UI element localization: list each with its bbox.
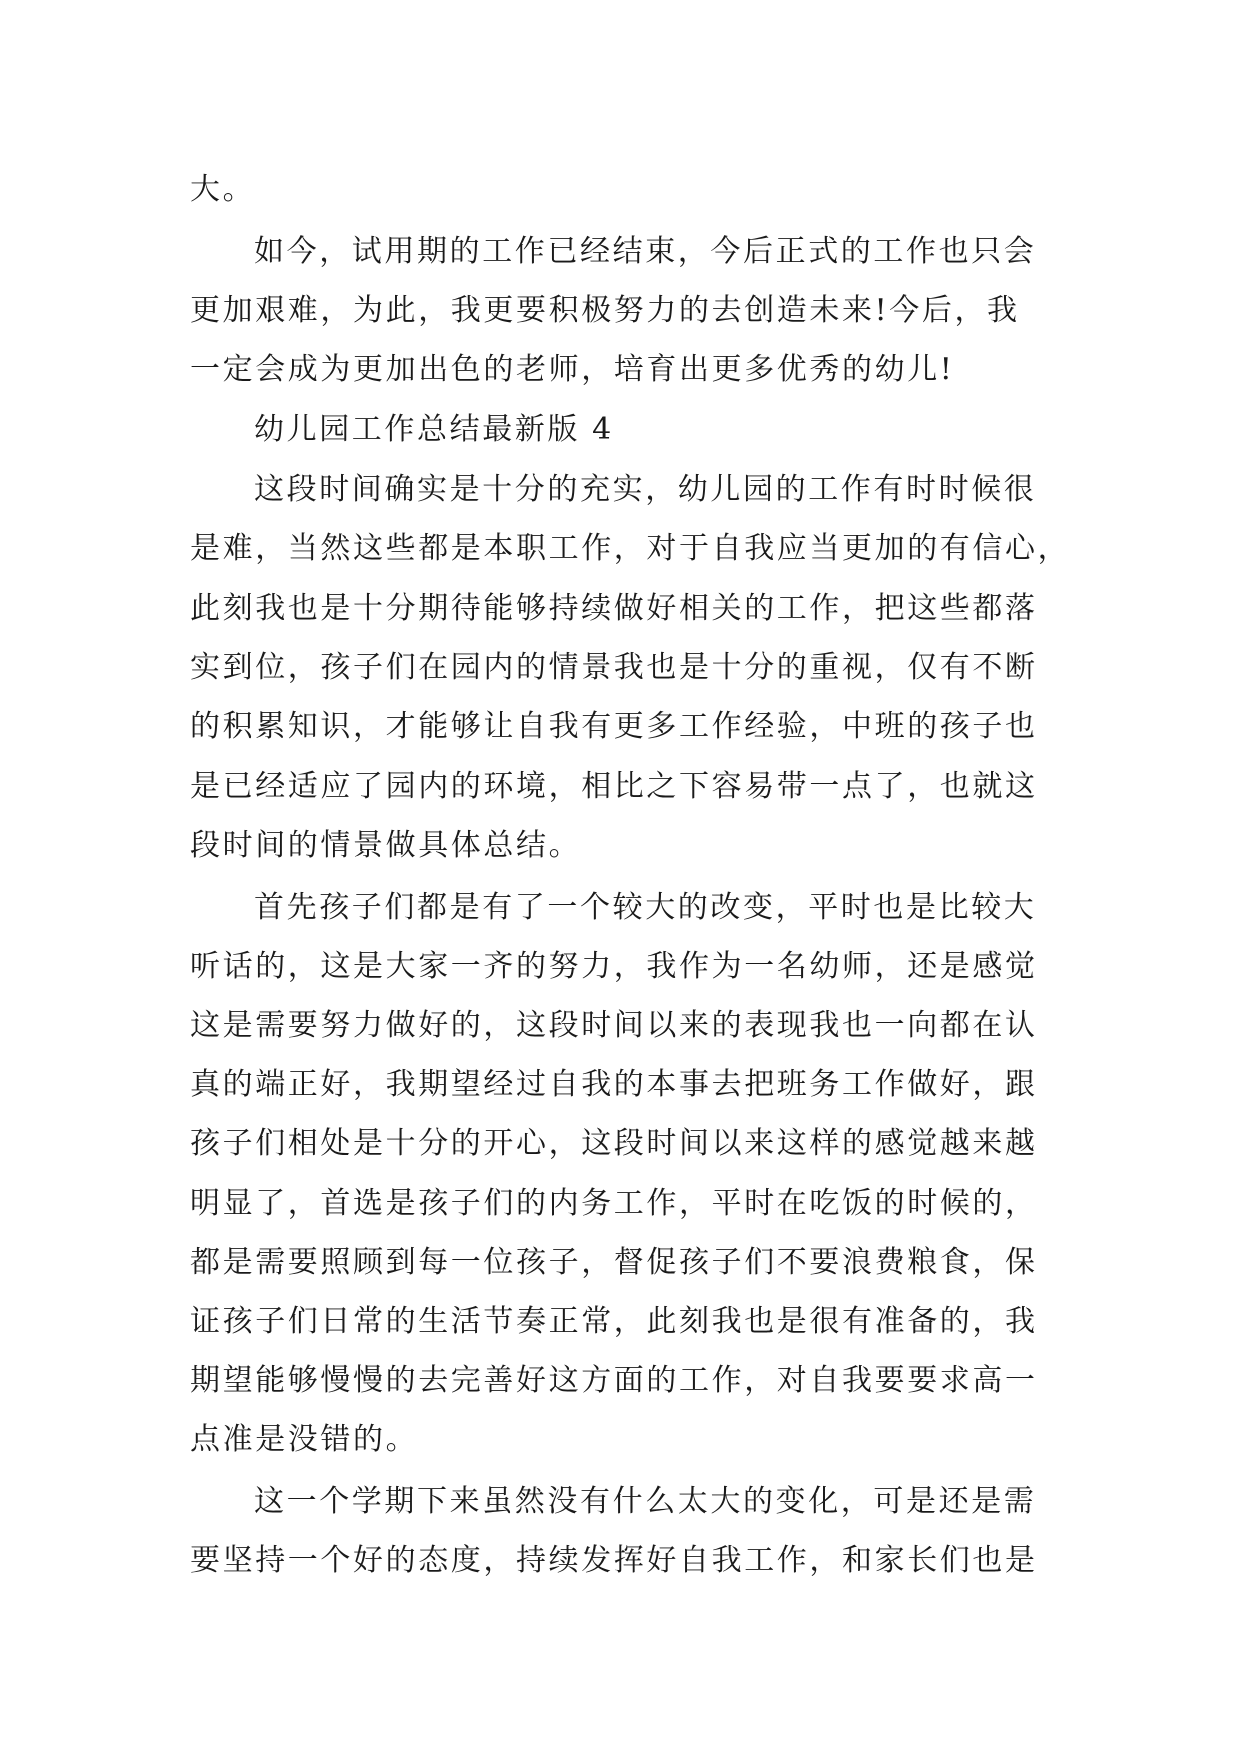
text-line: 孩子们相处是十分的开心，这段时间以来这样的感觉越来越	[190, 1126, 1038, 1161]
text-line: 这是需要努力做好的，这段时间以来的表现我也一向都在认	[190, 1008, 1038, 1043]
text-line: 明显了，首选是孩子们的内务工作，平时在吃饭的时候的，	[190, 1186, 1038, 1221]
text-line: 点准是没错的。	[190, 1422, 419, 1457]
text-line: 要坚持一个好的态度，持续发挥好自我工作，和家长们也是	[190, 1543, 1038, 1578]
text-line: 听话的，这是大家一齐的努力，我作为一名幼师，还是感觉	[190, 949, 1038, 984]
text-line: 实到位，孩子们在园内的情景我也是十分的重视，仅有不断	[190, 650, 1038, 685]
text-line: 一定会成为更加出色的老师，培育出更多优秀的幼儿!	[190, 352, 955, 387]
text-line: 都是需要照顾到每一位孩子，督促孩子们不要浪费粮食，保	[190, 1245, 1038, 1280]
text-line: 期望能够慢慢的去完善好这方面的工作，对自我要要求高一	[190, 1363, 1038, 1398]
text-line: 是难，当然这些都是本职工作，对于自我应当更加的有信心，	[190, 531, 1071, 566]
text-line: 证孩子们日常的生活节奏正常，此刻我也是很有准备的，我	[190, 1304, 1038, 1339]
text-line: 是已经适应了园内的环境，相比之下容易带一点了，也就这	[190, 769, 1038, 804]
text-line: 段时间的情景做具体总结。	[190, 828, 582, 863]
text-line: 的积累知识，才能够让自我有更多工作经验，中班的孩子也	[190, 709, 1038, 744]
paragraph-first-line: 如今，试用期的工作已经结束，今后正式的工作也只会	[254, 234, 1037, 269]
text-line: 大。	[190, 172, 256, 207]
text-line: 此刻我也是十分期待能够持续做好相关的工作，把这些都落	[190, 591, 1038, 626]
section-heading: 幼儿园工作总结最新版 4	[254, 412, 614, 447]
text-line: 真的端正好，我期望经过自我的本事去把班务工作做好，跟	[190, 1067, 1038, 1102]
paragraph-first-line: 这一个学期下来虽然没有什么太大的变化，可是还是需	[254, 1484, 1037, 1519]
text-line: 更加艰难，为此，我更要积极努力的去创造未来!今后，我	[190, 293, 1020, 328]
paragraph-first-line: 这段时间确实是十分的充实，幼儿园的工作有时时候很	[254, 472, 1037, 507]
paragraph-first-line: 首先孩子们都是有了一个较大的改变，平时也是比较大	[254, 890, 1037, 925]
